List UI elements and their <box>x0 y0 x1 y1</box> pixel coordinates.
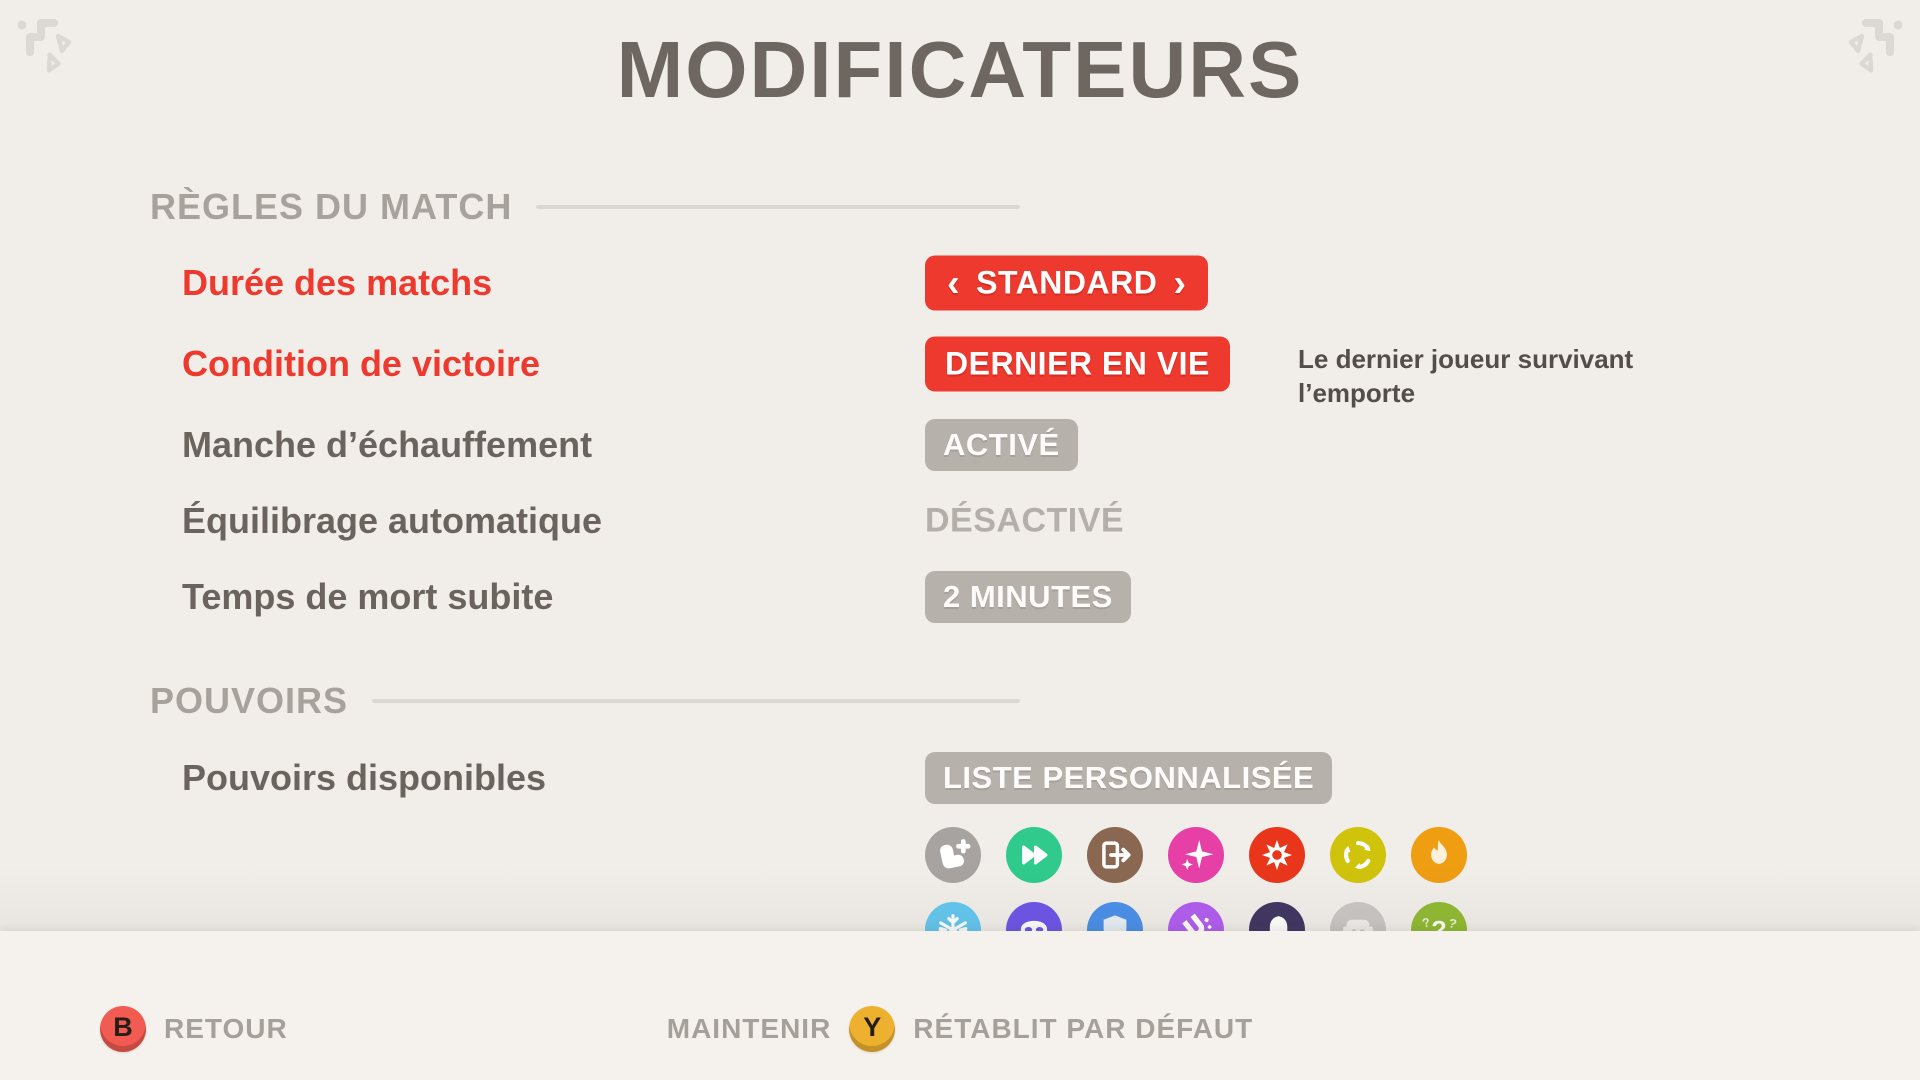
row-available-powers <box>0 750 1920 806</box>
auto-balance-label: Équilibrage automatique <box>182 500 603 541</box>
section-title: POUVOIRS <box>150 680 349 721</box>
row-warmup-round <box>0 417 1920 473</box>
prev-arrow-icon[interactable]: ‹ <box>947 262 961 304</box>
section-divider <box>536 205 1020 209</box>
power-icon-recycle-arrows <box>1330 827 1386 883</box>
next-arrow-icon[interactable]: › <box>1173 262 1187 304</box>
section-title: RÈGLES DU MATCH <box>150 186 513 227</box>
auto-balance-value[interactable]: DÉSACTIVÉ <box>925 501 1125 540</box>
reset-hint[interactable] <box>0 1006 1920 1052</box>
page-title: MODIFICATEURS <box>616 25 1304 114</box>
gamepad-y-button-icon[interactable]: Y <box>849 1006 895 1052</box>
section-header-powers <box>150 680 1020 722</box>
hold-label: MAINTENIR <box>666 1013 832 1044</box>
available-powers-value[interactable]: LISTE PERSONNALISÉE <box>925 752 1332 804</box>
match-duration-label: Durée des matchs <box>182 262 493 303</box>
row-sudden-death <box>0 569 1920 625</box>
power-icon-fast-forward <box>1006 827 1062 883</box>
power-icon-flame <box>1411 827 1467 883</box>
power-icon-sparkles <box>1168 827 1224 883</box>
row-victory-condition <box>0 336 1920 409</box>
match-duration-selector[interactable] <box>925 256 1208 311</box>
victory-condition-label: Condition de victoire <box>182 343 541 384</box>
powers-row-1 <box>925 827 1467 883</box>
power-icon-door-arrow <box>1087 827 1143 883</box>
available-powers-label: Pouvoirs disponibles <box>182 757 547 798</box>
row-auto-balance <box>0 493 1920 549</box>
victory-condition-description: Le dernier joueur survivant l’emporte <box>1298 344 1634 409</box>
sudden-death-label: Temps de mort subite <box>182 576 554 617</box>
sudden-death-value[interactable]: 2 MINUTES <box>925 571 1131 623</box>
row-match-duration <box>0 255 1920 311</box>
back-hint-label: RETOUR <box>164 1013 288 1044</box>
warmup-round-value[interactable]: ACTIVÉ <box>925 419 1078 471</box>
reset-hint-label: RÉTABLIT PAR DÉFAUT <box>913 1013 1254 1044</box>
warmup-round-label: Manche d’échauffement <box>182 424 593 465</box>
power-icon-explosion <box>1249 827 1305 883</box>
section-divider <box>372 699 1020 703</box>
power-icon-boomerang-plus <box>925 827 981 883</box>
footer-bar <box>0 931 1920 1080</box>
match-duration-value: STANDARD <box>976 264 1158 301</box>
victory-condition-value[interactable]: DERNIER EN VIE <box>925 337 1230 392</box>
section-header-match-rules <box>150 186 1020 228</box>
gamepad-b-button-icon[interactable]: B <box>100 1006 146 1052</box>
